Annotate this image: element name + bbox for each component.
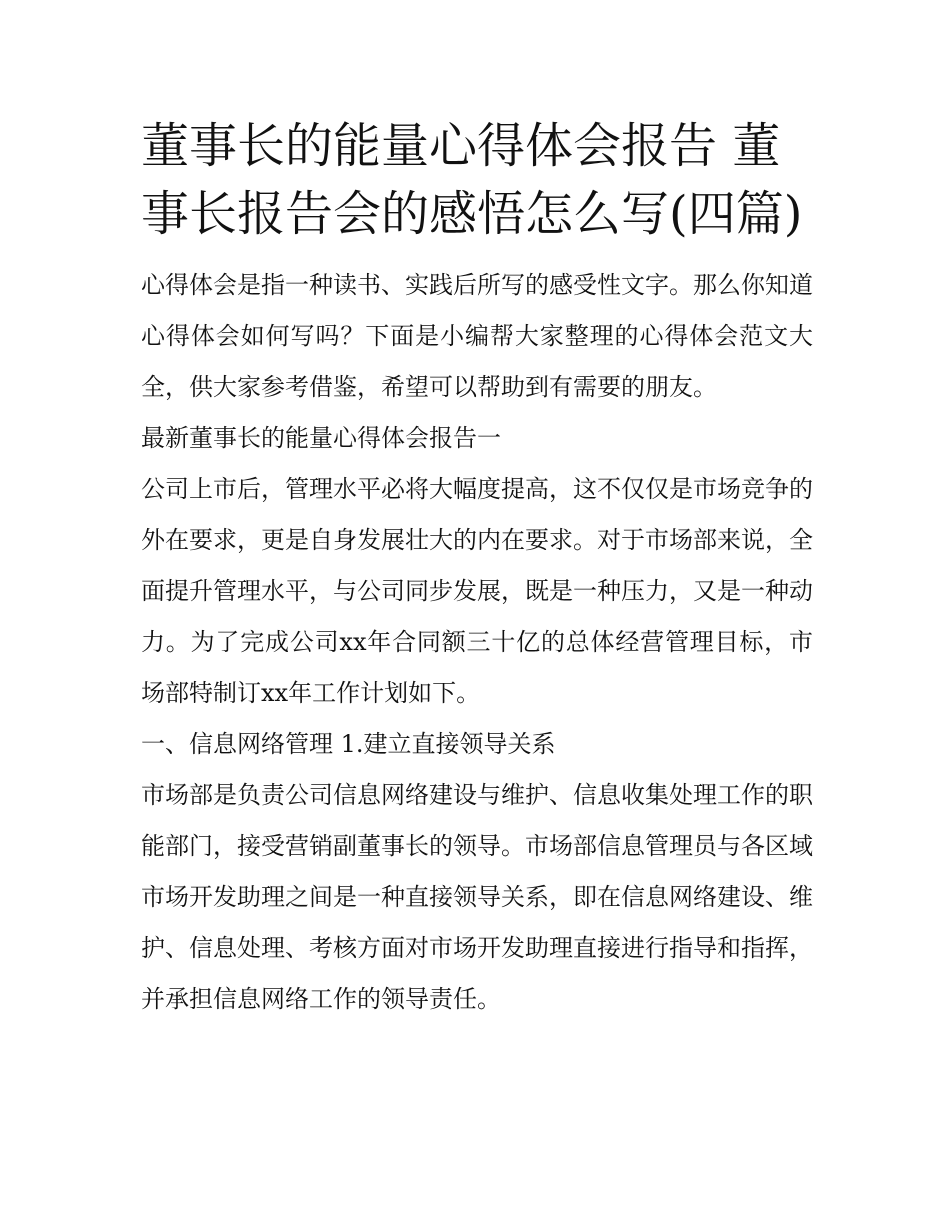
document-body — [141, 112, 813, 1025]
intro-paragraph: 心得体会是指一种读书、实践后所写的感受性文字。那么你知道心得体会如何写吗？下面是小编帮大家整理的心得体会范文大全，供大家参考借鉴，希望可以帮助到有需要的朋友。 — [141, 271, 813, 401]
body-paragraph: 市场部是负责公司信息网络建设与维护、信息收集处理工作的职能部门，接受营销副董事长的领导。市场部信息管理员与各区域市场开发助理之间是一种直接领导关系，即在信息网络建设、维护、信息处理、考核方面对市场开发助理直接进行指导和指挥，并承担信息网络工作的领导责任。 — [141, 781, 813, 1013]
document-title: 董事长的能量心得体会报告 董事长报告会的感悟怎么写(四篇) — [141, 118, 803, 242]
body-paragraph: 公司上市后，管理水平必将大幅度提高，这不仅仅是市场竞争的外在要求，更是自身发展壮大的内在要求。对于市场部来说，全面提升管理水平，与公司同步发展，既是一种压力，又是一种动力。为了完成公司xx年合同额三十亿的总体经营管理目标，市场部特制订xx年工作计划如下。 — [141, 475, 813, 707]
subsection-heading: 一、信息网络管理 1.建立直接领导关系 — [141, 730, 556, 758]
section-heading: 最新董事长的能量心得体会报告一 — [141, 424, 501, 452]
